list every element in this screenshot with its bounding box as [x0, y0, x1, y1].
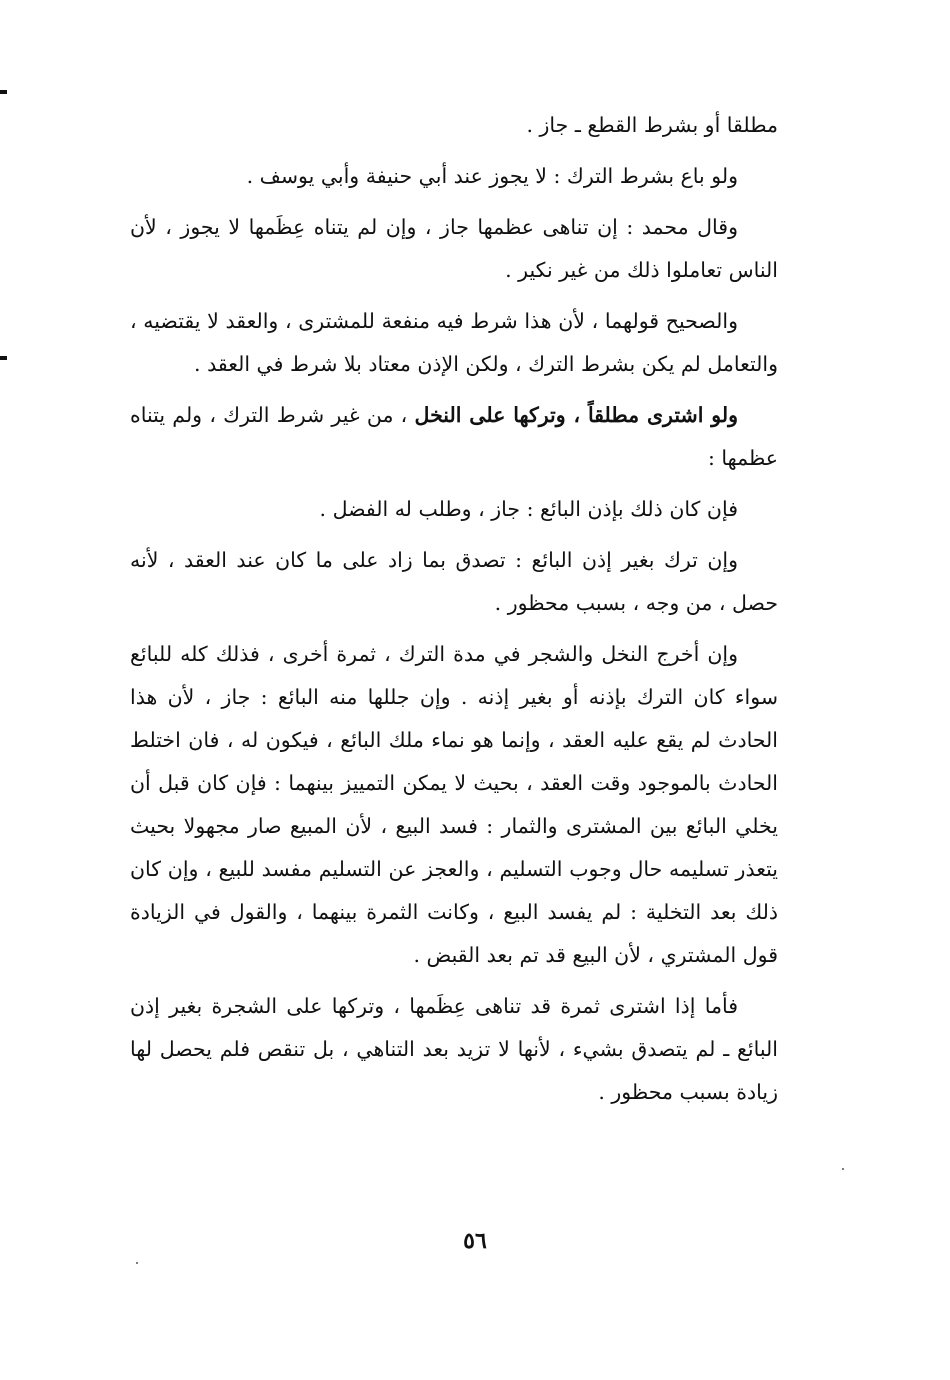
- bold-heading-text: ولو اشترى مطلقاً ، وتركها على النخل: [414, 403, 738, 427]
- scan-margin-mark: [0, 356, 7, 360]
- paragraph-with-bold-heading: [130, 394, 778, 480]
- paragraph: فإن كان ذلك بإذن البائع : جاز ، وطلب له الفضل .: [319, 497, 738, 521]
- paragraph: وإن ترك بغير إذن البائع : تصدق بما زاد على ما كان عند العقد ، لأنه حصل ، من وجه ، بسبب محظور .: [130, 548, 778, 615]
- page-number: ٥٦: [463, 1228, 487, 1254]
- paragraph: ولو باع بشرط الترك : لا يجوز عند أبي حنيفة وأبي يوسف .: [246, 164, 738, 188]
- paragraph: والصحيح قولهما ، لأن هذا شرط فيه منفعة للمشترى ، والعقد لا يقتضيه ، والتعامل لم يكن بشرط الترك ، ولكن الإذن معتاد بلا شرط في العقد .: [130, 309, 778, 376]
- body-text: [130, 104, 778, 1122]
- paragraph-continuation: ، من غير شرط الترك ، ولم يتناه عظمها :: [130, 403, 778, 470]
- paragraph: مطلقا أو بشرط القطع ـ جاز .: [526, 113, 778, 137]
- paragraph: فأما إذا اشترى ثمرة قد تناهى عِظَمها ، وتركها على الشجرة بغير إذن البائع ـ لم يتصدق بشيء ، لأنها لا تزيد بعد التناهي ، بل تنقص فلم يحصل لها زيادة بسبب محظور .: [130, 994, 778, 1104]
- paragraph: وإن أخرج النخل والشجر في مدة الترك ، ثمرة أخرى ، فذلك كله للبائع سواء كان الترك بإذنه أو بغير إذنه . وإن جللها منه البائع : جاز ، لأن هذا الحادث لم يقع عليه العقد ، وإنما هو نماء ملك البائع ، فيكون له ، فان اختلط الحادث بالموجود وقت العقد ، بحيث لا يمكن التمييز بينهما : فإن كان قبل أن يخلي البائع بين المشترى والثمار : فسد البيع ، لأن المبيع صار مجهولا بحيث يتعذر تسليمه حال وجوب التسليم ، والعجز عن التسليم مفسد للبيع ، وإن كان ذلك بعد التخلية : لم يفسد البيع ، وكانت الثمرة بينهما ، والقول في الزيادة قول المشتري ، لأن البيع قد تم بعد القبض .: [130, 642, 778, 967]
- paragraph: وقال محمد : إن تناهى عظمها جاز ، وإن لم يتناه عِظَمها لا يجوز ، لأن الناس تعاملوا ذلك من غير نكير .: [130, 215, 778, 282]
- scan-speck: [842, 1168, 844, 1170]
- scan-speck: [136, 1262, 138, 1264]
- scan-margin-mark: [0, 90, 7, 94]
